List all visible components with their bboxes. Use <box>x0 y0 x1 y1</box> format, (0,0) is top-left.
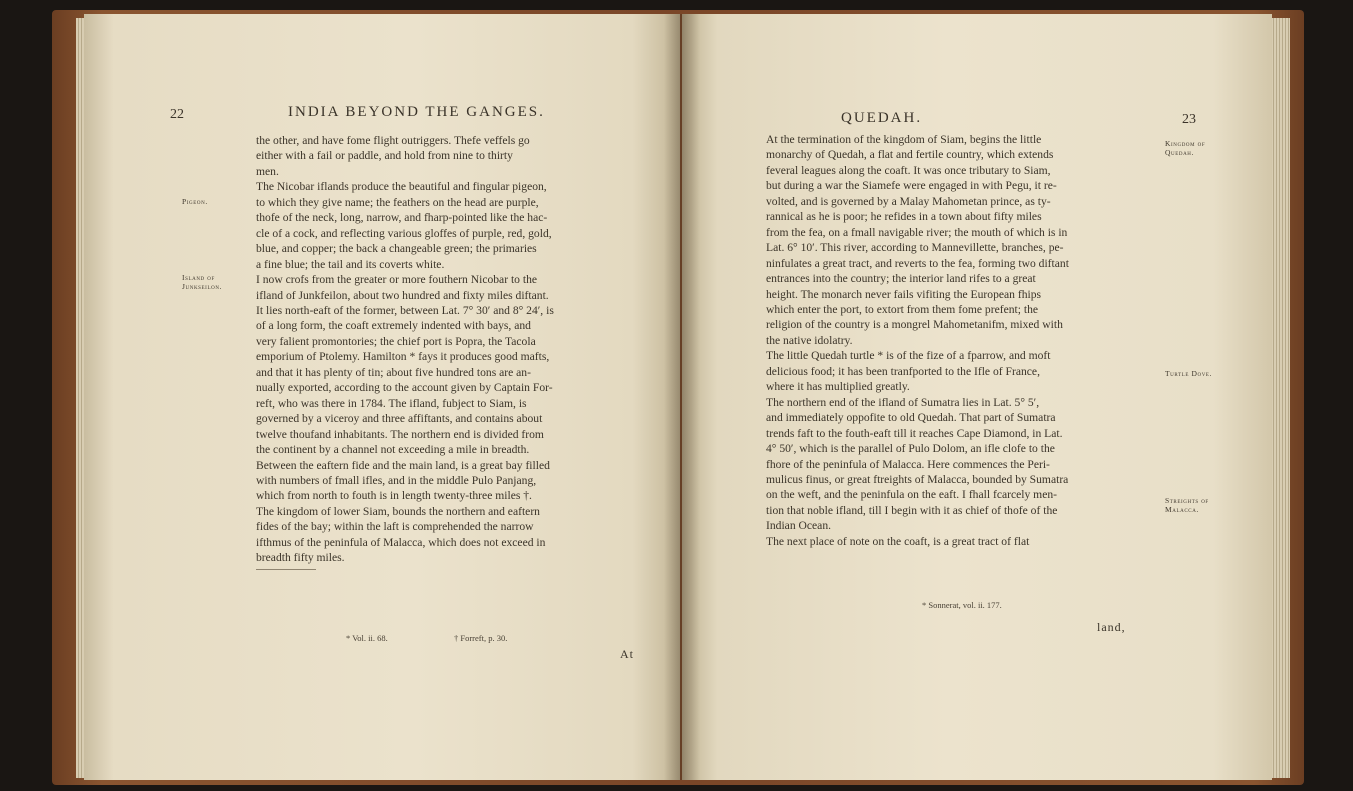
text-line: the other, and have fome flight outriggers. Thefe veffels go <box>256 134 530 147</box>
left-page <box>84 14 680 780</box>
left-body-text <box>256 133 656 566</box>
text-line: monarchy of Quedah, a flat and fertile country, which extends <box>766 148 1054 162</box>
right-catchword: land, <box>1097 620 1126 634</box>
text-line: but during a war the Siamefe were engaged in with Pegu, it re- <box>766 179 1057 193</box>
text-line: height. The monarch never fails vifiting the European fhips <box>766 287 1042 301</box>
text-line: reft, who was there in 1784. The ifland, fubject to Siam, is <box>256 396 527 410</box>
text-line: fides of the bay; within the laft is comprehended the narrow <box>256 520 534 534</box>
margin-note-pigeon: Pigeon. <box>182 197 208 206</box>
text-line: fhore of the peninfula of Malacca. Here commences the Peri- <box>766 457 1050 471</box>
text-line: ninfulates a great tract, and reverts to the fea, forming two diftant <box>766 256 1069 270</box>
text-line: men. <box>256 164 279 178</box>
text-line: The northern end of the ifland of Sumatra lies in Lat. 5° 5′, <box>766 395 1040 409</box>
text-line: and that it has plenty of tin; about five hundred tons are an- <box>256 365 531 379</box>
text-line: volted, and is governed by a Malay Mahometan prince, as ty- <box>766 194 1051 208</box>
text-line: blue, and copper; the back a changeable green; the primaries <box>256 242 537 256</box>
book-gutter <box>664 14 700 780</box>
text-line: to which they give name; the feathers on the head are purple, <box>256 195 539 209</box>
text-line: emporium of Ptolemy. Hamilton * fays it produces good mafts, <box>256 350 550 364</box>
footnote-sonnerat: * Sonnerat, vol. ii. 177. <box>922 600 1002 610</box>
footnote-rule <box>256 569 316 570</box>
text-line: which from north to fouth is in length twenty-three miles †. <box>256 489 532 503</box>
text-line: with numbers of fmall ifles, and in the middle Pulo Panjang, <box>256 473 537 487</box>
text-line: The Nicobar iflands produce the beautiful and fingular pigeon, <box>256 180 547 194</box>
text-line: religion of the country is a mongrel Mahometanifm, mixed with <box>766 318 1063 332</box>
text-line: mulicus finus, or great ftreights of Malacca, bounded by Sumatra <box>766 472 1069 486</box>
text-line: delicious food; it has been tranfported to the Ifle of France, <box>766 364 1040 378</box>
text-line: either with a fail or paddle, and hold from nine to thirty <box>256 149 513 163</box>
left-page-number: 22 <box>170 107 184 122</box>
footnote-vol-ii: * Vol. ii. 68. <box>346 633 388 643</box>
text-line: governed by a viceroy and three affiftants, and contains about <box>256 412 543 426</box>
text-line: of a long form, the coaft extremely indented with bays, and <box>256 319 531 333</box>
text-line: the continent by a channel not exceeding a mile in breadth. <box>256 443 530 457</box>
text-line: from the fea, on a fmall navigable river; the mouth of which is in <box>766 225 1068 239</box>
margin-note-quedah: Quedah. <box>1165 148 1194 157</box>
text-line: The little Quedah turtle * is of the fize of a fparrow, and moft <box>766 349 1051 363</box>
text-line: on the weft, and the peninfula on the eaft. I fhall fcarcely men- <box>766 488 1058 502</box>
text-line: the native idolatry. <box>766 333 853 347</box>
text-line: tion that noble ifland, till I begin with it as chief of thofe of the <box>766 503 1058 517</box>
right-body-text <box>766 132 1156 549</box>
text-line: twelve thoufand inhabitants. The northern end is divided from <box>256 427 544 441</box>
text-line: trends faft to the fouth-eaft till it reaches Cape Diamond, in Lat. <box>766 426 1063 440</box>
text-line: which enter the port, to extort from them fome prefent; the <box>766 302 1039 316</box>
text-line: thofe of the neck, long, narrow, and fharp-pointed like the hac- <box>256 211 548 225</box>
text-line: very falient promontories; the chief port is Popra, the Tacola <box>256 334 536 348</box>
footnote-forrest: † Forreft, p. 30. <box>454 633 508 643</box>
text-line: 4° 50′, which is the parallel of Pulo Dolom, an ifle clofe to the <box>766 442 1055 456</box>
text-line: and immediately oppofite to old Quedah. That part of Sumatra <box>766 411 1056 425</box>
text-line: where it has multiplied greatly. <box>766 380 910 394</box>
text-line: At the termination of the kingdom of Siam, begins the little <box>766 133 1042 146</box>
text-line: breadth fifty miles. <box>256 551 345 565</box>
text-line: I now crofs from the greater or more fouthern Nicobar to the <box>256 273 538 287</box>
margin-note-turtle-dove: Turtle Dove. <box>1165 369 1213 378</box>
margin-note-kingdom-of: Kingdom of <box>1165 139 1206 148</box>
text-line: ifthmus of the peninfula of Malacca, which does not exceed in <box>256 535 546 549</box>
left-running-head: INDIA BEYOND THE GANGES. <box>288 104 545 120</box>
right-page-number: 23 <box>1182 112 1196 127</box>
text-line: entrances into the country; the interior land rifes to a great <box>766 272 1036 286</box>
left-catchword: At <box>620 647 634 661</box>
text-line: Indian Ocean. <box>766 519 832 533</box>
text-line: Between the eaftern fide and the main land, is a great bay filled <box>256 458 550 472</box>
text-line: rannical as he is poor; he refides in a town about fifty miles <box>766 210 1042 224</box>
margin-note-malacca: Malacca. <box>1165 505 1199 514</box>
margin-note-junkseilon: Junkseilon. <box>182 282 223 291</box>
right-page <box>682 14 1272 780</box>
text-line: feveral leagues along the coaft. It was once tributary to Siam, <box>766 163 1051 177</box>
text-line: nually exported, according to the account given by Captain For- <box>256 381 553 395</box>
text-line: It lies north-eaft of the former, between Lat. 7° 30′ and 8° 24′, is <box>256 303 554 317</box>
right-running-head: QUEDAH. <box>841 110 923 126</box>
text-line: ifland of Junkfeilon, about two hundred and fixty miles diftant. <box>256 288 549 302</box>
text-line: The next place of note on the coaft, is a great tract of flat <box>766 534 1030 548</box>
margin-note-streights-of: Streights of <box>1165 496 1209 505</box>
text-line: a fine blue; the tail and its coverts white. <box>256 257 445 271</box>
text-line: The kingdom of lower Siam, bounds the northern and eaftern <box>256 504 540 518</box>
margin-note-island-of: Island of <box>182 273 215 282</box>
text-line: Lat. 6° 10′. This river, according to Mannevillette, branches, pe- <box>766 241 1064 255</box>
text-line: cle of a cock, and reflecting various gloffes of purple, red, gold, <box>256 226 552 240</box>
